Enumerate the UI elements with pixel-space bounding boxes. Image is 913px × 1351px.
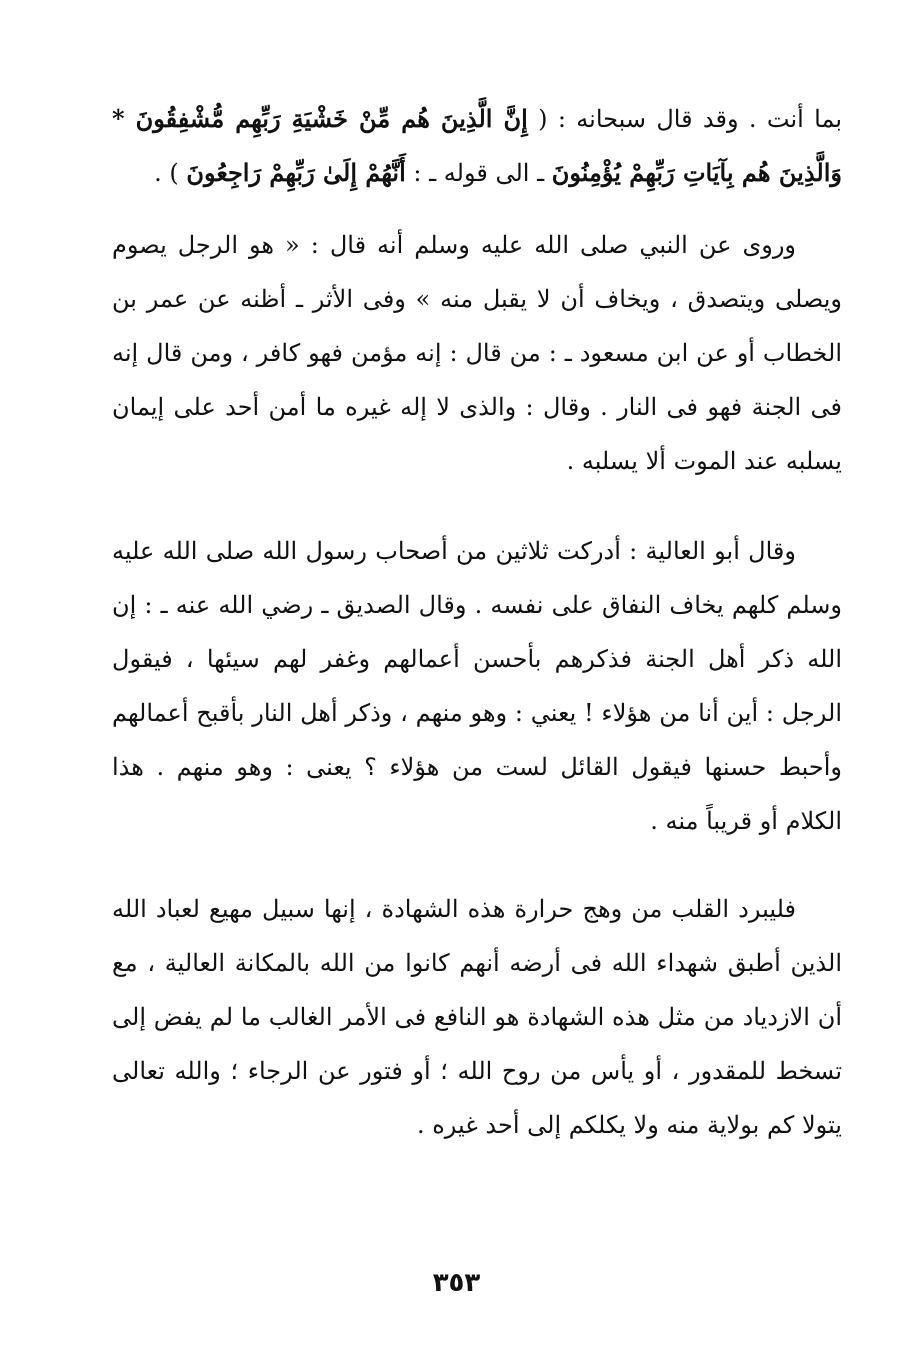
verse-second: أَنَّهُمْ إِلَىٰ رَبِّهِمْ رَاجِعُونَ	[186, 158, 406, 187]
paragraph-quran-quote	[112, 92, 842, 200]
page-number: ٣٥٣	[432, 1268, 481, 1298]
quote-middle: ـ الى قوله ـ :	[405, 159, 552, 187]
paragraph-abu-aliya: وقال أبو العالية : أدركت ثلاثين من أصحاب رسول الله صلى الله عليه وسلم كلهم يخاف النفاق على نفسه . وقال الصديق ـ رضي الله عنه ـ : إن الله ذكر أهل الجنة فذكرهم بأحسن أعمالهم وغفر لهم سيئها ، فيقول الرجل : أين أنا من هؤلاء ! يعني : وهو منهم ، وذكر أهل النار بأقبح أعمالهم وأحبط حسنها فيقول القائل لست من هؤلاء ؟ يعنى : وهو منهم . هذا الكلام أو قريباً منه .	[112, 537, 842, 835]
quote-intro: بما أنت . وقد قال سبحانه : (	[527, 105, 842, 133]
paragraph-conclusion: فليبرد القلب من وهج حرارة هذه الشهادة ، إنها سبيل مهيع لعباد الله الذين أطبق شهداء الله فى أرضه أنهم كانوا من الله بالمكانة العالية ، مع أن الازدياد من مثل هذه الشهادة هو النافع فى الأمر الغالب ما لم يفض إلى تسخط للمقدور ، أو يأس من روح الله ؛ أو فتور عن الرجاء ؛ والله تعالى يتولا كم بولاية منه ولا يكلكم إلى أحد غيره .	[112, 895, 842, 1139]
quote-end: ) .	[154, 159, 187, 187]
paragraph-hadith: وروى عن النبي صلى الله عليه وسلم أنه قال : « هو الرجل يصوم ويصلى ويتصدق ، ويخاف أن لا يقبل منه » وفى الأثر ـ أظنه عن عمر بن الخطاب أو عن ابن مسعود ـ : من قال : إنه مؤمن فهو كافر ، ومن قال إنه فى الجنة فهو فى النار . وقال : والذى لا إله غيره ما أمن أحد على إيمان يسلبه عند الموت ألا يسلبه .	[112, 231, 842, 475]
verse-first: إِنَّ الَّذِينَ هُم مِّنْ خَشْيَةِ رَبِّهِم مُّشْفِقُونَ * وَالَّذِينَ هُم بِآيَاتِ رَبِّهِمْ يُؤْمِنُونَ	[112, 104, 842, 187]
page-body	[112, 92, 842, 1152]
